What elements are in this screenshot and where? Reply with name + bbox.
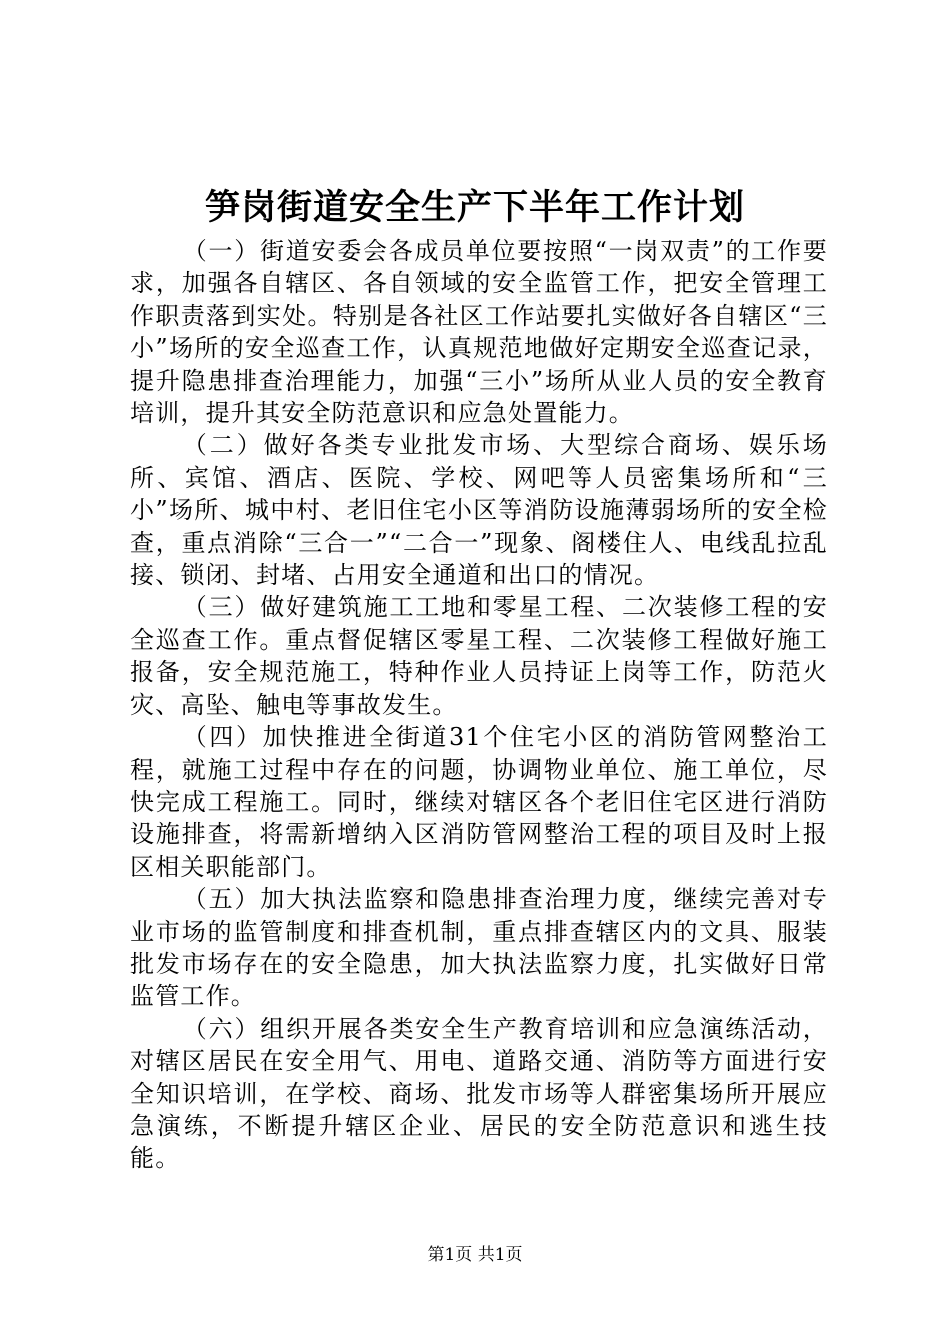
paragraph-2: （二）做好各类专业批发市场、大型综合商场、娱乐场所、宾馆、酒店、医院、学校、网吧等人员密集场所和“三小”场所、城中村、老旧住宅小区等消防设施薄弱场所的安全检查，重点消除“三合一”“二合一”现象、阁楼住人、电线乱拉乱接、锁闭、封堵、占用安全通道和出口的情况。 [130, 431, 828, 590]
paragraph-4: （四）加快推进全街道31个住宅小区的消防管网整治工程，就施工过程中存在的问题，协调物业单位、施工单位，尽快完成工程施工。同时，继续对辖区各个老旧住宅区进行消防设施排查，将需新增纳入区消防管网整治工程的项目及时上报区相关职能部门。 [130, 723, 828, 881]
paragraph-6: （六）组织开展各类安全生产教育培训和应急演练活动，对辖区居民在安全用气、用电、道路交通、消防等方面进行安全知识培训，在学校、商场、批发市场等人群密集场所开展应急演练，不断提升辖区企业、居民的安全防范意识和逃生技能。 [130, 1014, 828, 1173]
page-footer: 第1页 共1页 [427, 1245, 523, 1265]
document-body [130, 235, 828, 1175]
paragraph-1: （一）街道安委会各成员单位要按照“一岗双责”的工作要求，加强各自辖区、各自领域的安全监管工作，把安全管理工作职责落到实处。特别是各社区工作站要扎实做好各自辖区“三小”场所的安全巡查工作，认真规范地做好定期安全巡查记录，提升隐患排查治理能力，加强“三小”场所从业人员的安全教育培训，提升其安全防范意识和应急处置能力。 [130, 237, 828, 428]
document-title: 笋岗街道安全生产下半年工作计划 [204, 187, 745, 228]
paragraph-5: （五）加大执法监察和隐患排查治理力度，继续完善对专业市场的监管制度和排查机制，重点排查辖区内的文具、服装批发市场存在的安全隐患，加大执法监察力度，扎实做好日常监管工作。 [130, 885, 828, 1011]
paragraph-3: （三）做好建筑施工工地和零星工程、二次装修工程的安全巡查工作。重点督促辖区零星工程、二次装修工程做好施工报备，安全规范施工，特种作业人员持证上岗等工作，防范火灾、高坠、触电等事故发生。 [130, 593, 828, 719]
